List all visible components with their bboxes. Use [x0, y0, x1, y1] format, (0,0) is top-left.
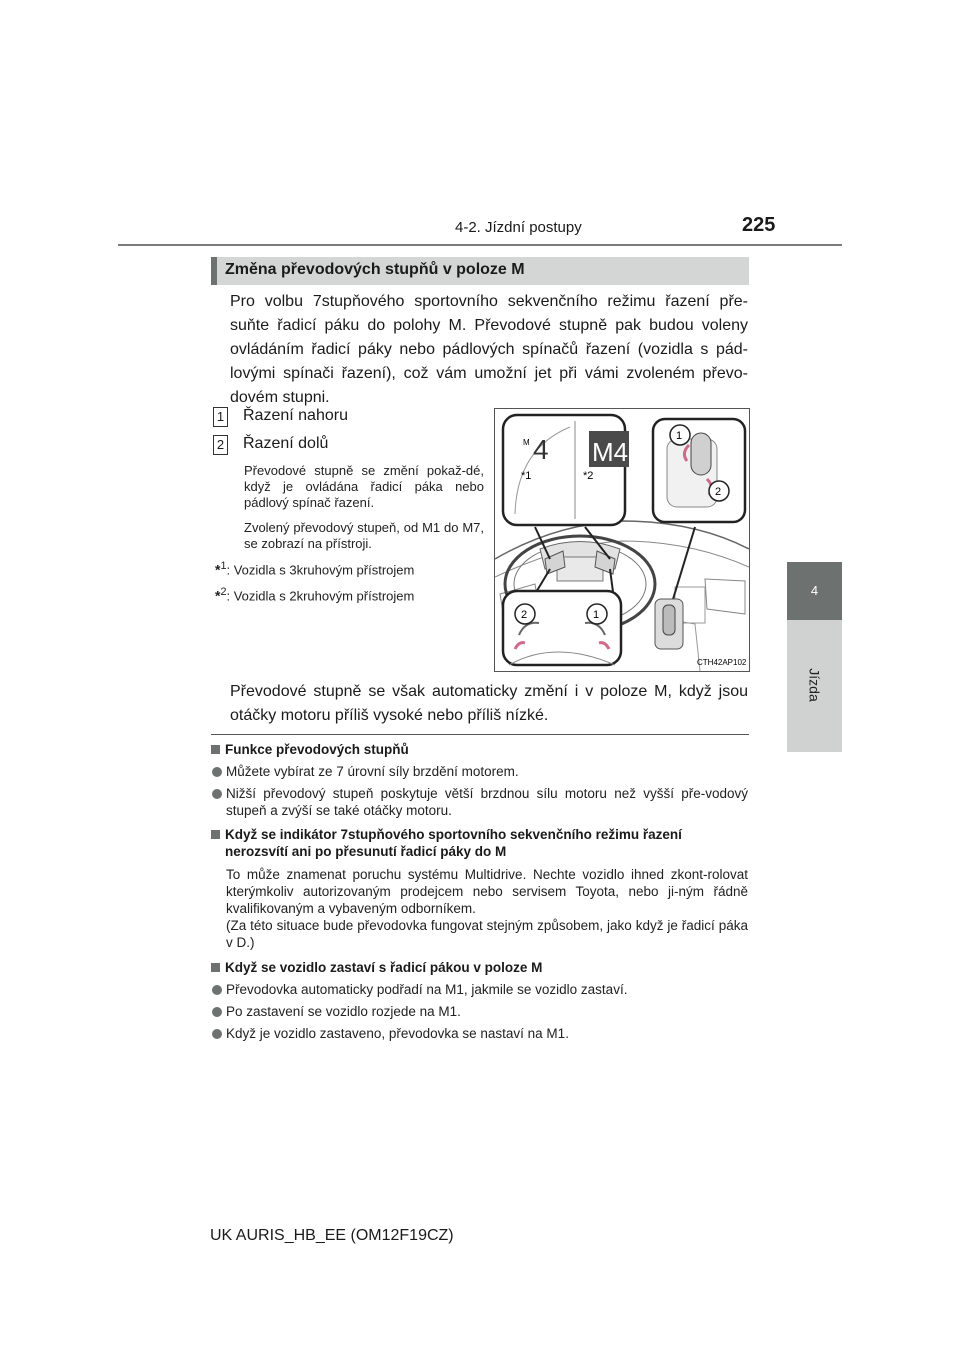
- footnote-2-text: : Vozidla s 2kruhovým přístrojem: [226, 588, 415, 604]
- bullet-auto-downshift: Převodovka automaticky podřadí na M1, jakmile se vozidlo zastaví.: [226, 982, 628, 997]
- note-gear-change: Převodové stupně se změní pokaž-dé, když je ovládána řadicí páka nebo pádlový spínač řazení.: [244, 463, 484, 510]
- bullet-icon: [212, 767, 222, 777]
- figure-mark-2: *2: [583, 470, 594, 482]
- display-gear: M4: [592, 437, 629, 467]
- subheading-marker-3: [211, 963, 220, 972]
- info-divider: [211, 734, 749, 735]
- paragraph-transmission-d: (Za této situace bude převodovka fungovat stejným způsobem, jako když je řadicí páka v D.): [226, 918, 748, 950]
- footer-model-code: UK AURIS_HB_EE (OM12F19CZ): [210, 1227, 454, 1244]
- section-heading: [211, 257, 749, 285]
- bullet-icon: [212, 1029, 222, 1039]
- chapter-tab-number: 4: [787, 562, 842, 620]
- header-section-title: 4-2. Jízdní postupy: [455, 219, 582, 236]
- bullet-stopped-m1: Když je vozidlo zastaveno, převodovka se nastaví na M1.: [226, 1026, 569, 1041]
- page-number: 225: [742, 214, 776, 236]
- callout-upshift-paddle: 1: [593, 609, 600, 621]
- gauge-digit: 4: [533, 434, 549, 465]
- header-divider: [118, 244, 842, 246]
- shift-illustration: [494, 408, 750, 672]
- bullet-start-m1: Po zastavení se vozidlo rozjede na M1.: [226, 1004, 461, 1019]
- footnote-2: [215, 586, 414, 603]
- subheading-indicator-not-lit: Když se indikátor 7stupňového sportovního sekvenčního režimu řazení nerozsvítí ani po přesunutí řadicí páky do M: [225, 827, 682, 859]
- shift-illustration-svg: [495, 409, 749, 671]
- footnote-1: [215, 560, 414, 577]
- bullet-icon: [212, 985, 222, 995]
- subheading-stop-in-m: Když se vozidlo zastaví s řadicí pákou v poloze M: [225, 960, 543, 975]
- step-label-upshift: Řazení nahoru: [243, 407, 348, 424]
- section-heading-bar: [211, 257, 217, 285]
- subheading-marker-1: [211, 745, 220, 754]
- footnote-1-text: : Vozidla s 3kruhovým přístrojem: [226, 562, 415, 578]
- step-label-downshift: Řazení dolů: [243, 435, 329, 452]
- section-heading-text: Změna převodových stupňů v poloze M: [225, 261, 525, 278]
- callout-downshift-lever: 2: [715, 486, 722, 498]
- bullet-icon: [212, 1007, 222, 1017]
- bullet-engine-brake-levels: Můžete vybírat ze 7 úrovní síly brzdění motorem.: [226, 764, 519, 779]
- chapter-tab-label: [780, 630, 850, 740]
- auto-shift-paragraph: Převodové stupně se však automaticky změní i v poloze M, když jsou otáčky motoru příliš vysoké nebo příliš nízké.: [230, 683, 748, 724]
- chapter-tab-label-text: Jízda: [807, 668, 823, 702]
- figure-code: CTH42AP102: [697, 658, 747, 667]
- footnote-2-sup: 2: [220, 586, 227, 598]
- footnote-1-mark: *: [215, 561, 221, 578]
- gauge-m-letter: M: [523, 438, 530, 447]
- footnote-1-sup: 1: [220, 560, 227, 572]
- intro-paragraph: Pro volbu 7stupňového sportovního sekvenčního režimu řazení pře-suňte řadicí páku do polohy M. Převodové stupně pak budou voleny ovládáním řadicí páky nebo pádlových spínačů řazení (vozidla s pád-lovými spínači řazení), což vám umožní jet při vámi zvoleném převo-dovém stupni.: [230, 293, 748, 406]
- bullet-lower-gear: Nižší převodový stupeň poskytuje větší brzdnou sílu motoru než vyšší pře-vodový stupeň a zvýší se také otáčky motoru.: [226, 786, 748, 818]
- subheading-gear-functions: Funkce převodových stupňů: [225, 742, 409, 757]
- callout-upshift-lever: 1: [676, 430, 683, 442]
- step-number-1: 1: [213, 407, 228, 427]
- subheading-marker-2: [211, 830, 220, 839]
- footnote-2-mark: *: [215, 587, 221, 604]
- bullet-icon: [212, 789, 222, 799]
- step-number-2: 2: [213, 435, 228, 455]
- paragraph-multidrive-fault: To může znamenat poruchu systému Multidrive. Nechte vozidlo ihned zkont-rolovat kterýmkoliv autorizovaným prodejcem nebo servisem Toyota, nebo ji-ným řádně kvalifikovaným a vybaveným odborníkem.: [226, 867, 748, 916]
- figure-mark-1: *1: [521, 470, 532, 482]
- callout-downshift-paddle: 2: [521, 609, 528, 621]
- note-gear-display: Zvolený převodový stupeň, od M1 do M7, se zobrazí na přístroji.: [244, 520, 484, 551]
